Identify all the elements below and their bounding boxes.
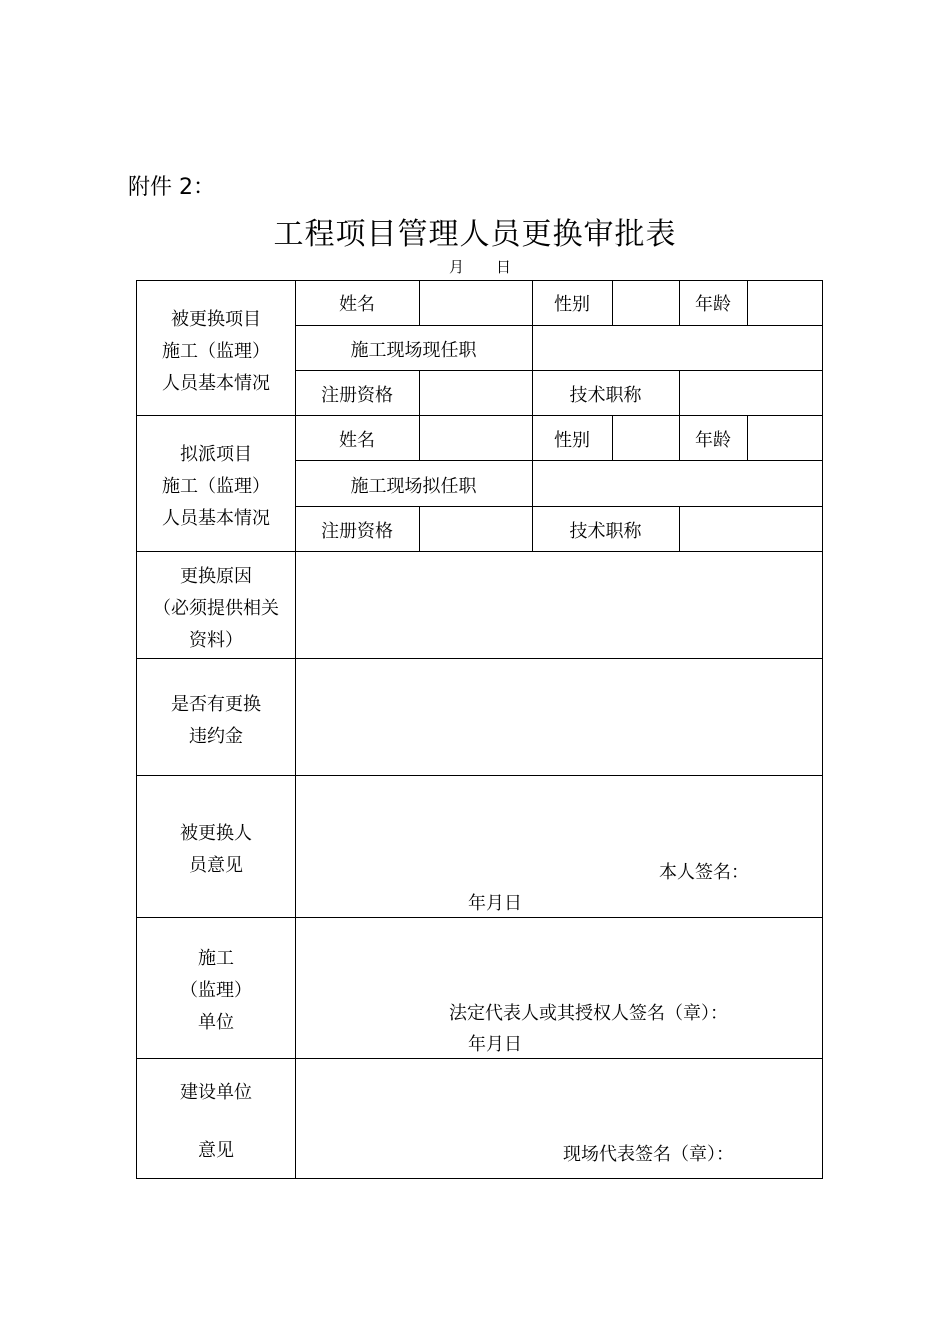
replaced-person-opinion-label: 被更换人 员意见 bbox=[180, 823, 252, 876]
column-divider bbox=[612, 281, 613, 325]
section-divider bbox=[137, 917, 823, 918]
owner-unit-label: 建设单位 bbox=[180, 1082, 252, 1103]
column-divider bbox=[612, 415, 613, 460]
gender-label: 性别 bbox=[554, 294, 590, 315]
qualification-label: 注册资格 bbox=[321, 385, 393, 406]
column-divider bbox=[419, 281, 420, 325]
current-position-label: 施工现场现任职 bbox=[350, 340, 477, 361]
signature-date-label: 年月日 bbox=[468, 1034, 522, 1055]
column-divider bbox=[679, 370, 680, 415]
personal-signature-label: 本人签名： bbox=[659, 862, 749, 883]
signature-date-label: 年月日 bbox=[468, 893, 522, 914]
qualification-label: 注册资格 bbox=[321, 521, 393, 542]
gender-label: 性别 bbox=[554, 430, 590, 451]
proposed-personnel-label: 拟派项目 施工（监理） 人员基本情况 bbox=[162, 444, 270, 529]
technical-title-label: 技术职称 bbox=[569, 521, 642, 542]
row-divider bbox=[295, 506, 823, 507]
age-label: 年龄 bbox=[695, 294, 731, 315]
replaced-personnel-label: 被更换项目 施工（监理） 人员基本情况 bbox=[162, 309, 270, 394]
penalty-label: 是否有更换 违约金 bbox=[171, 694, 261, 747]
name-label: 姓名 bbox=[339, 294, 375, 315]
owner-opinion-label: 意见 bbox=[198, 1140, 234, 1161]
replacement-reason-label: 更换原因 （必须提供相关 资料） bbox=[153, 566, 279, 651]
section-divider bbox=[137, 658, 823, 659]
column-divider bbox=[419, 506, 420, 551]
attachment-label: 附件 2： bbox=[128, 175, 215, 200]
section-divider bbox=[137, 1058, 823, 1059]
approval-form-table bbox=[136, 280, 823, 1179]
row-divider bbox=[295, 370, 823, 371]
column-divider bbox=[419, 370, 420, 415]
name-label: 姓名 bbox=[339, 430, 375, 451]
section-divider bbox=[137, 551, 823, 552]
age-label: 年龄 bbox=[695, 430, 731, 451]
legal-rep-signature-label: 法定代表人或其授权人签名（章）： bbox=[449, 1003, 728, 1024]
section-divider bbox=[137, 775, 823, 776]
technical-title-label: 技术职称 bbox=[569, 385, 642, 406]
page-title: 工程项目管理人员更换审批表 bbox=[273, 217, 677, 252]
date-day-label: 日 bbox=[496, 258, 512, 276]
column-divider bbox=[747, 415, 748, 460]
proposed-position-label: 施工现场拟任职 bbox=[350, 476, 477, 497]
site-rep-signature-label: 现场代表签名（章）： bbox=[563, 1144, 734, 1165]
label-column-divider bbox=[295, 281, 296, 1179]
date-month-label: 月 bbox=[449, 258, 465, 276]
construction-unit-label: 施工 （监理） 单位 bbox=[180, 948, 252, 1033]
column-divider bbox=[747, 281, 748, 325]
column-divider bbox=[679, 506, 680, 551]
section-divider bbox=[137, 415, 823, 416]
row-divider bbox=[295, 460, 823, 461]
column-divider bbox=[419, 415, 420, 460]
row-divider bbox=[295, 325, 823, 326]
